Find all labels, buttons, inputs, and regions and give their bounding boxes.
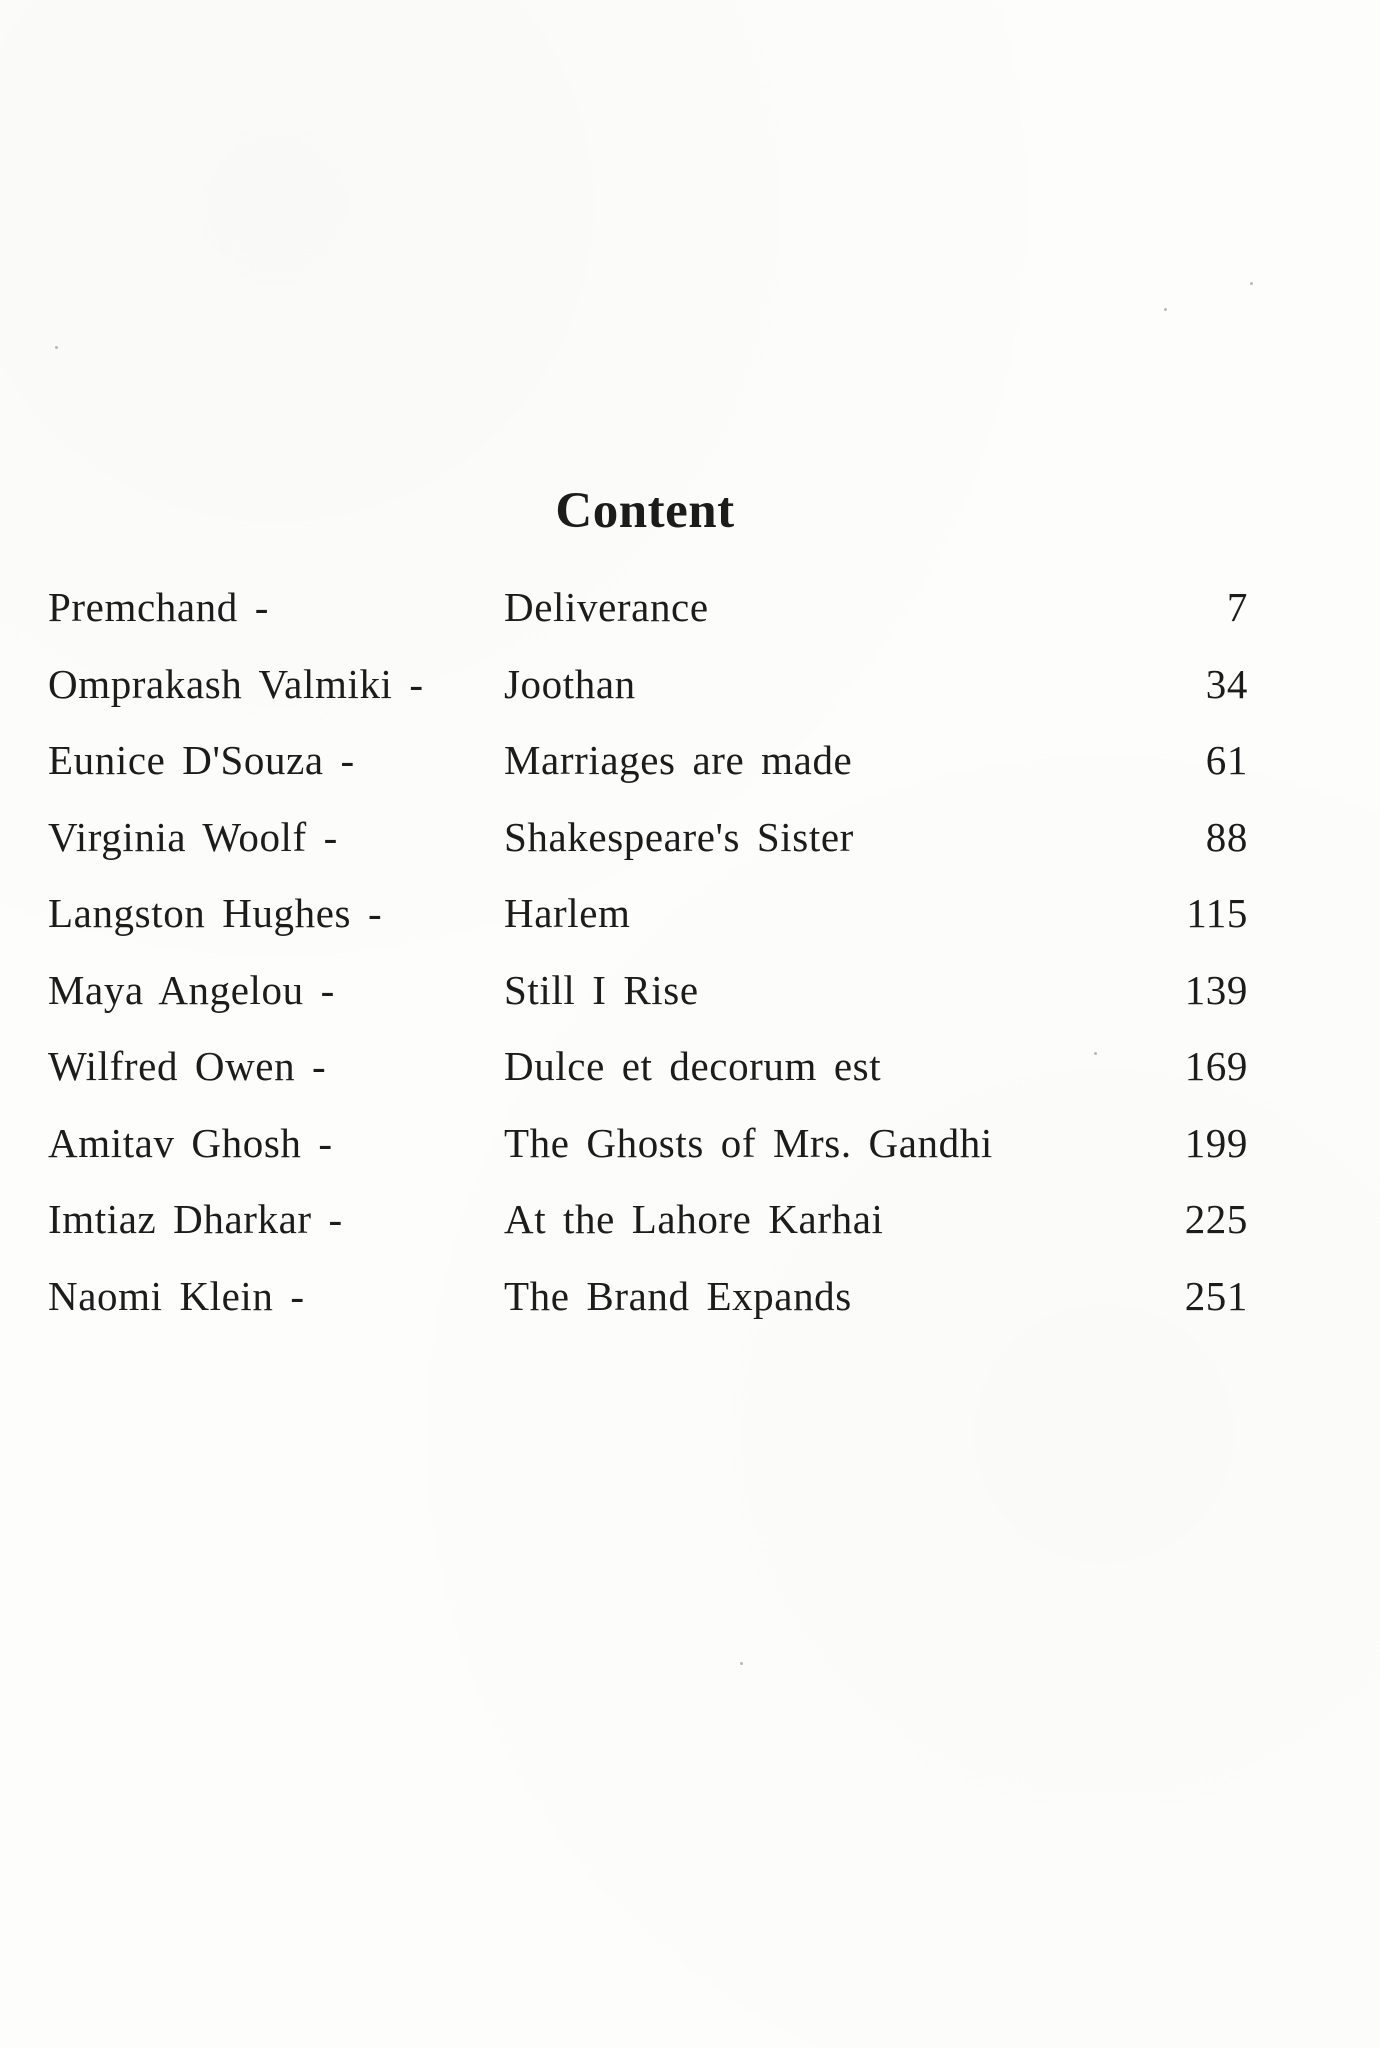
work-title: At the Lahore Karhai <box>504 1196 884 1242</box>
author-name: Imtiaz Dharkar - <box>48 1196 343 1242</box>
author-name: Premchand - <box>48 584 269 630</box>
paper-speck <box>1250 282 1253 285</box>
author-name: Langston Hughes - <box>48 890 383 936</box>
paper-speck <box>1164 308 1167 311</box>
page-number: 34 <box>1205 660 1248 707</box>
toc-row <box>48 577 1248 654</box>
work-title: Joothan <box>504 660 636 707</box>
paper-speck <box>55 346 58 349</box>
page-number: 251 <box>1184 1272 1248 1319</box>
toc-row <box>48 807 1248 884</box>
page-number: 61 <box>1205 737 1248 783</box>
page-title: Content <box>555 483 735 540</box>
author-name: Maya Angelou - <box>48 966 335 1013</box>
toc-row <box>48 960 1248 1037</box>
work-title: Shakespeare's Sister <box>504 813 854 860</box>
page-number: 199 <box>1184 1119 1248 1166</box>
page-number: 115 <box>1186 890 1248 936</box>
work-title: The Brand Expands <box>504 1272 852 1319</box>
paper-speck <box>740 1662 743 1665</box>
page-number: 169 <box>1184 1043 1248 1089</box>
author-name: Omprakash Valmiki - <box>48 660 424 707</box>
toc-row <box>48 654 1248 731</box>
page-number: 139 <box>1184 966 1248 1013</box>
work-title: Marriages are made <box>504 737 853 783</box>
toc-row <box>48 1113 1248 1190</box>
work-title: Dulce et decorum est <box>504 1043 882 1089</box>
toc-row <box>48 1266 1248 1343</box>
author-name: Amitav Ghosh - <box>48 1119 333 1166</box>
work-title: The Ghosts of Mrs. Gandhi <box>504 1119 993 1166</box>
toc-row <box>48 883 1248 960</box>
author-name: Wilfred Owen - <box>48 1043 327 1089</box>
author-name: Eunice D'Souza - <box>48 737 355 783</box>
author-name: Virginia Woolf - <box>48 813 338 860</box>
page-number: 88 <box>1205 813 1248 860</box>
toc-row <box>48 1189 1248 1266</box>
table-of-contents <box>48 577 1248 1342</box>
toc-row <box>48 730 1248 807</box>
toc-row <box>48 1036 1248 1113</box>
work-title: Still I Rise <box>504 966 699 1013</box>
work-title: Deliverance <box>504 584 709 630</box>
page-number: 7 <box>1226 584 1248 630</box>
work-title: Harlem <box>504 890 631 936</box>
page-number: 225 <box>1184 1196 1248 1242</box>
author-name: Naomi Klein - <box>48 1272 305 1319</box>
